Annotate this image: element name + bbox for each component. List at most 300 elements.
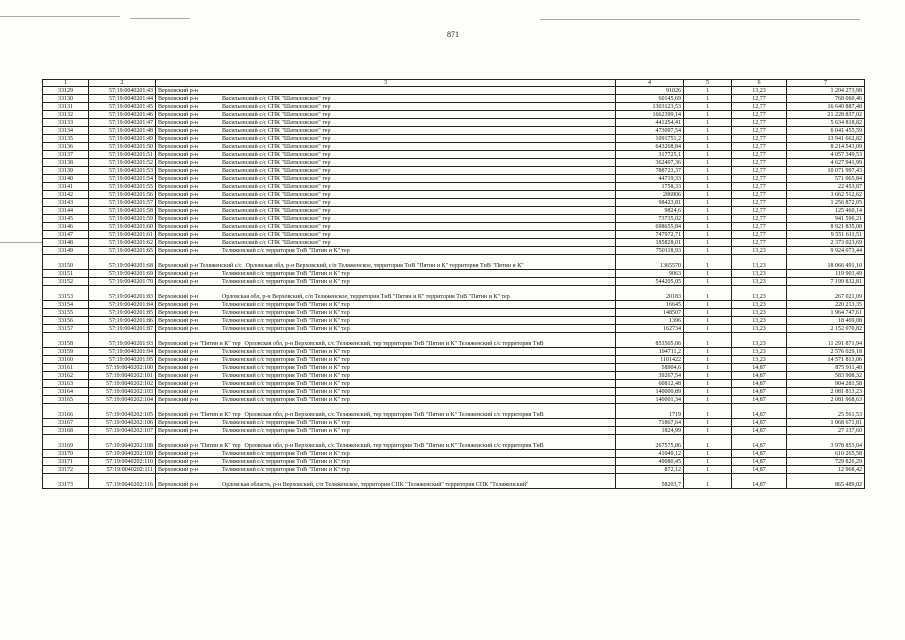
address-cell (156, 356, 616, 364)
rate-value: 14,87 (732, 427, 787, 435)
coefficient-value: 1 (684, 325, 732, 333)
column-header: 2 (89, 80, 156, 87)
coefficient-value: 1 (684, 270, 732, 278)
table-row (43, 458, 865, 466)
address-cell (156, 239, 616, 247)
table-row (43, 247, 865, 255)
area-value: 41040,12 (616, 450, 684, 458)
address-cell (156, 309, 616, 317)
district-label: Верховский р-н (158, 136, 198, 142)
area-value: 286806 (616, 191, 684, 199)
address-cell (156, 325, 616, 333)
row-number: 33163 (43, 380, 89, 388)
row-number: 33136 (43, 143, 89, 151)
cadastral-number: 57:19:0040201:84 (89, 301, 156, 309)
address-detail: Васильевский с/с СПК "Шатиловское" тер (222, 232, 331, 238)
table-row (43, 333, 865, 348)
cadastral-number: 57:19:0040201:56 (89, 191, 156, 199)
cadastral-number: 57:19:0040201:87 (89, 325, 156, 333)
cadastral-value: 125 460,14 (787, 207, 865, 215)
coefficient-value: 1 (684, 348, 732, 356)
address-detail: Васильевский с/с СПК "Шатиловское" тер (222, 224, 331, 230)
table-row (43, 119, 865, 127)
coefficient-value: 1 (684, 159, 732, 167)
area-value: 544205,05 (616, 278, 684, 286)
address-cell (156, 404, 616, 419)
cadastral-number: 57:19:0040201:43 (89, 87, 156, 95)
district-label: Верховский р-н (158, 128, 198, 134)
area-value: 60145,69 (616, 95, 684, 103)
row-number: 33141 (43, 183, 89, 191)
address-cell (156, 419, 616, 427)
table-row (43, 301, 865, 309)
district-label: Верховский р-н (158, 482, 198, 488)
row-number: 33130 (43, 95, 89, 103)
row-number: 33139 (43, 167, 89, 175)
rate-value: 14,87 (732, 364, 787, 372)
address-detail: Орловская обл, р-н Верховский, с/с Теляженский, тер территория ТнВ "Пятин и К" Теляженский с/с территория ТнВ (244, 443, 544, 449)
cadastral-value: 571 065,84 (787, 175, 865, 183)
address-cell (156, 435, 616, 450)
area-value: 362407,36 (616, 159, 684, 167)
district-label: Верховский р-н (158, 88, 198, 94)
address-cell (156, 183, 616, 191)
address-cell (156, 317, 616, 325)
cadastral-number: 57:19:0040202:110 (89, 458, 156, 466)
address-cell (156, 301, 616, 309)
table-row (43, 143, 865, 151)
area-value: 162734 (616, 325, 684, 333)
row-number: 33173 (43, 474, 89, 489)
table-row (43, 231, 865, 239)
address-cell (156, 458, 616, 466)
coefficient-value: 1 (684, 199, 732, 207)
district-label: Верховский р-н (158, 112, 198, 118)
cadastral-value: 9 551 611,51 (787, 231, 865, 239)
address-detail: Орловская обл, р-н Верховский, с/с Теляженский, тер территория ТнВ "Пятин и К" Теляженский с/с территория ТнВ (244, 412, 544, 418)
cadastral-number: 57:19:0040201:45 (89, 103, 156, 111)
cadastral-number: 57:19:0040201:93 (89, 333, 156, 348)
cadastral-number: 57:19:0040201:65 (89, 247, 156, 255)
row-number: 33159 (43, 348, 89, 356)
cadastral-value: 14 571 813,06 (787, 356, 865, 364)
rate-value: 14,87 (732, 404, 787, 419)
cadastral-number: 57:19:0040202:109 (89, 450, 156, 458)
district-label: Верховский р-н (158, 120, 198, 126)
coefficient-value: 1 (684, 333, 732, 348)
row-number: 33172 (43, 466, 89, 474)
address-cell (156, 348, 616, 356)
table-row (43, 317, 865, 325)
district-label: Верховский р-н (158, 200, 198, 206)
row-number: 33143 (43, 199, 89, 207)
cadastral-value: 4 627 941,99 (787, 159, 865, 167)
district-label: Верховский р-н (158, 451, 198, 457)
row-number: 33166 (43, 404, 89, 419)
row-number: 33167 (43, 419, 89, 427)
rate-value: 12,77 (732, 199, 787, 207)
coefficient-value: 1 (684, 207, 732, 215)
cadastral-value: 941 596,21 (787, 215, 865, 223)
area-value: 49080,45 (616, 458, 684, 466)
area-value: 441254,41 (616, 119, 684, 127)
coefficient-value: 1 (684, 175, 732, 183)
district-label: Верховский р-н (158, 294, 198, 300)
row-number: 33158 (43, 333, 89, 348)
district-label: Верховский р-н (158, 373, 198, 379)
rate-value: 14,87 (732, 380, 787, 388)
rate-value: 12,77 (732, 239, 787, 247)
cadastral-value: 18 469,08 (787, 317, 865, 325)
table-row (43, 474, 865, 489)
address-cell (156, 223, 616, 231)
coefficient-value: 1 (684, 111, 732, 119)
area-value: 60812,48 (616, 380, 684, 388)
cadastral-number: 57:19:0040201:44 (89, 95, 156, 103)
cadastral-number: 57:19:0040201:95 (89, 356, 156, 364)
table-row (43, 286, 865, 301)
cadastral-number: 57:19:0040202:106 (89, 419, 156, 427)
area-value: 39267,54 (616, 372, 684, 380)
district-label: Верховский р-н (158, 428, 198, 434)
cadastral-value: 267 021,09 (787, 286, 865, 301)
rate-value: 12,77 (732, 183, 787, 191)
address-detail: Теляженский с/с территория ТнВ "Пятин и К" тер (222, 381, 350, 387)
table-row (43, 270, 865, 278)
area-value: 91026 (616, 87, 684, 95)
rate-value: 12,77 (732, 143, 787, 151)
rate-value: 12,77 (732, 191, 787, 199)
table-row (43, 396, 865, 404)
cadastral-number: 57:19:0040201:48 (89, 127, 156, 135)
coefficient-value: 1 (684, 223, 732, 231)
cadastral-number: 57:19:0040202:104 (89, 396, 156, 404)
address-cell (156, 372, 616, 380)
cadastral-value: 2 152 970,82 (787, 325, 865, 333)
address-cell (156, 278, 616, 286)
rate-value: 14,87 (732, 419, 787, 427)
coefficient-value: 1 (684, 450, 732, 458)
rate-value: 13,23 (732, 87, 787, 95)
coefficient-value: 1 (684, 309, 732, 317)
column-header: 5 (684, 80, 732, 87)
address-cell (156, 450, 616, 458)
address-cell (156, 199, 616, 207)
area-value: 473097,54 (616, 127, 684, 135)
table-row (43, 239, 865, 247)
cadastral-value: 768 060,46 (787, 95, 865, 103)
coefficient-value: 1 (684, 247, 732, 255)
scan-artifact-line (0, 16, 120, 17)
cadastral-number: 57:19:0040202:102 (89, 380, 156, 388)
cadastral-value: 11 291 871,94 (787, 333, 865, 348)
rate-value: 14,87 (732, 372, 787, 380)
area-value: 1365570 (616, 255, 684, 270)
cadastral-value: 2 373 023,69 (787, 239, 865, 247)
table-row (43, 183, 865, 191)
table-row (43, 356, 865, 364)
table-row (43, 309, 865, 317)
rate-value: 13,23 (732, 301, 787, 309)
cadastral-number: 57:19:0040202:107 (89, 427, 156, 435)
district-label: Верховский р-н (158, 326, 198, 332)
coefficient-value: 1 (684, 119, 732, 127)
row-number: 33131 (43, 103, 89, 111)
district-label: Верховский р-н (158, 152, 198, 158)
address-cell (156, 255, 616, 270)
area-value: 58203,7 (616, 474, 684, 489)
row-number: 33151 (43, 270, 89, 278)
table-row (43, 135, 865, 143)
address-detail: Васильевский с/с СПК "Шатиловское" тер (222, 144, 331, 150)
row-number: 33161 (43, 364, 89, 372)
address-detail: Теляженский с/с территория ТнВ "Пятин и К" тер (222, 271, 350, 277)
cadastral-number: 57:19:0040201:53 (89, 167, 156, 175)
table-row (43, 167, 865, 175)
row-number: 33155 (43, 309, 89, 317)
coefficient-value: 1 (684, 191, 732, 199)
area-value: 140001,34 (616, 396, 684, 404)
cadastral-number: 57:19:0040201:61 (89, 231, 156, 239)
cadastral-number: 57:19:0040201:60 (89, 223, 156, 231)
coefficient-value: 1 (684, 388, 732, 396)
cadastral-number: 57:19:0040202:100 (89, 364, 156, 372)
cadastral-number: 57:19:0040201:55 (89, 183, 156, 191)
area-value: 1719 (616, 404, 684, 419)
coefficient-value: 1 (684, 364, 732, 372)
area-value: 317725,1 (616, 151, 684, 159)
table-row (43, 215, 865, 223)
row-number: 33134 (43, 127, 89, 135)
district-label: Верховский р-н (158, 467, 198, 473)
cadastral-value: 1 964 747,61 (787, 309, 865, 317)
coefficient-value: 1 (684, 380, 732, 388)
row-number: 33169 (43, 435, 89, 450)
rate-value: 12,77 (732, 127, 787, 135)
table-row (43, 207, 865, 215)
row-number: 33149 (43, 247, 89, 255)
page-number: 871 (447, 30, 459, 39)
address-detail: Теляженский с/с территория ТнВ "Пятин и К" тер (222, 279, 350, 285)
area-value: 872,12 (616, 466, 684, 474)
cadastral-value: 729 826,29 (787, 458, 865, 466)
address-cell (156, 466, 616, 474)
rate-value: 12,77 (732, 159, 787, 167)
cadastral-number: 57:19:0040201:59 (89, 215, 156, 223)
district-label: Верховский р-н "Пятин и К" тер (158, 412, 241, 418)
cadastral-value: 2 081 813,23 (787, 388, 865, 396)
cadastral-number: 57:19:0040201:52 (89, 159, 156, 167)
address-cell (156, 119, 616, 127)
address-detail: Теляженский с/с территория ТнВ "Пятин и К" тер (222, 365, 350, 371)
coefficient-value: 1 (684, 87, 732, 95)
address-detail: Васильевский с/с СПК "Шатиловское" тер (222, 200, 331, 206)
rate-value: 12,77 (732, 215, 787, 223)
cadastral-value: 8 921 835,08 (787, 223, 865, 231)
coefficient-value: 1 (684, 458, 732, 466)
area-value: 750118,93 (616, 247, 684, 255)
cadastral-value: 27 137,60 (787, 427, 865, 435)
cadastral-number: 57:19:0040202:103 (89, 388, 156, 396)
coefficient-value: 1 (684, 466, 732, 474)
row-number: 33129 (43, 87, 89, 95)
area-value: 148507 (616, 309, 684, 317)
table-row (43, 255, 865, 270)
scan-artifact-line (130, 18, 190, 19)
address-detail: Васильевский с/с СПК "Шатиловское" тер (222, 152, 331, 158)
table-row (43, 388, 865, 396)
table-row (43, 199, 865, 207)
address-detail: Теляженский с/с территория ТнВ "Пятин и К" тер (222, 310, 350, 316)
cadastral-number: 57:19:0040201:51 (89, 151, 156, 159)
address-detail: Теляженский с/с территория ТнВ "Пятин и К" тер (222, 373, 350, 379)
address-cell (156, 380, 616, 388)
cadastral-value: 18 066 491,10 (787, 255, 865, 270)
coefficient-value: 1 (684, 167, 732, 175)
cadastral-value: 875 911,40 (787, 364, 865, 372)
rate-value: 13,23 (732, 278, 787, 286)
table-row (43, 404, 865, 419)
row-number: 33145 (43, 215, 89, 223)
address-cell (156, 388, 616, 396)
address-cell (156, 87, 616, 95)
address-detail: Васильевский с/с СПК "Шатиловское" тер (222, 112, 331, 118)
rate-value: 14,87 (732, 435, 787, 450)
district-label: Верховский р-н (158, 397, 198, 403)
district-label: Верховский р-н "Пятин и К" тер (158, 443, 241, 449)
district-label: Верховский р-н (158, 216, 198, 222)
address-cell (156, 231, 616, 239)
coefficient-value: 1 (684, 356, 732, 364)
coefficient-value: 1 (684, 215, 732, 223)
address-detail: Васильевский с/с СПК "Шатиловское" тер (222, 136, 331, 142)
address-cell (156, 151, 616, 159)
address-detail: Васильевский с/с СПК "Шатиловское" тер (222, 216, 331, 222)
cadastral-value: 16 640 887,48 (787, 103, 865, 111)
row-number: 33140 (43, 175, 89, 183)
coefficient-value: 1 (684, 231, 732, 239)
row-number: 33147 (43, 231, 89, 239)
row-number: 33152 (43, 278, 89, 286)
table-row (43, 95, 865, 103)
coefficient-value: 1 (684, 286, 732, 301)
coefficient-value: 1 (684, 103, 732, 111)
cadastral-number: 57:19:0040202:105 (89, 404, 156, 419)
address-detail: Васильевский с/с СПК "Шатиловское" тер (222, 184, 331, 190)
rate-value: 12,77 (732, 231, 787, 239)
row-number: 33154 (43, 301, 89, 309)
cadastral-value: 3 662 512,62 (787, 191, 865, 199)
cadastral-value: 8 214 543,09 (787, 143, 865, 151)
cadastral-value: 1 068 671,81 (787, 419, 865, 427)
cadastral-number: 57:19:0040202:101 (89, 372, 156, 380)
row-number: 33164 (43, 388, 89, 396)
coefficient-value: 1 (684, 435, 732, 450)
area-value: 643268,84 (616, 143, 684, 151)
row-number: 33156 (43, 317, 89, 325)
cadastral-number: 57:19:0040201:70 (89, 278, 156, 286)
coefficient-value: 1 (684, 474, 732, 489)
rate-value: 12,77 (732, 95, 787, 103)
cadastral-number: 57:19:0040201:86 (89, 317, 156, 325)
row-number: 33162 (43, 372, 89, 380)
cadastral-number: 57:19:0040201:58 (89, 207, 156, 215)
cadastral-number: 57:19:0040202:111 (89, 466, 156, 474)
address-detail: Васильевский с/с СПК "Шатиловское" тер (222, 192, 331, 198)
district-label: Верховский р-н (158, 302, 198, 308)
district-label: Верховский р-н (158, 349, 198, 355)
cadastral-number: 57:19:0040201:50 (89, 143, 156, 151)
address-detail: Васильевский с/с СПК "Шатиловское" тер (222, 208, 331, 214)
rate-value: 14,87 (732, 388, 787, 396)
table-row (43, 127, 865, 135)
coefficient-value: 1 (684, 127, 732, 135)
address-cell (156, 364, 616, 372)
rate-value: 14,87 (732, 466, 787, 474)
coefficient-value: 1 (684, 419, 732, 427)
table-row (43, 435, 865, 450)
address-detail: Васильевский с/с СПК "Шатиловское" тер (222, 96, 331, 102)
column-header: 6 (732, 80, 787, 87)
district-label: Верховский р-н (158, 271, 198, 277)
land-plot-table (42, 79, 865, 489)
district-label: Верховский р-н (158, 459, 198, 465)
address-cell (156, 95, 616, 103)
address-detail: Теляженский с/с территория ТнВ "Пятин и К" тер (222, 357, 350, 363)
rate-value: 12,77 (732, 175, 787, 183)
address-detail: Теляженский с/с территория ТнВ "Пятин и К" тер (222, 397, 350, 403)
row-number: 33132 (43, 111, 89, 119)
address-cell (156, 167, 616, 175)
rate-value: 13,23 (732, 333, 787, 348)
area-value: 853505,06 (616, 333, 684, 348)
table-row (43, 348, 865, 356)
district-label: Верховский р-н (158, 168, 198, 174)
rate-value: 14,87 (732, 474, 787, 489)
rate-value: 13,23 (732, 255, 787, 270)
address-detail: Васильевский с/с СПК "Шатиловское" тер (222, 176, 331, 182)
coefficient-value: 1 (684, 183, 732, 191)
coefficient-value: 1 (684, 135, 732, 143)
address-cell (156, 427, 616, 435)
coefficient-value: 1 (684, 95, 732, 103)
cadastral-value: 220 213,35 (787, 301, 865, 309)
address-detail: Теляженский с/с территория ТнВ "Пятин и К" тер (222, 318, 350, 324)
rate-value: 14,87 (732, 458, 787, 466)
cadastral-number: 57:19:0040201:62 (89, 239, 156, 247)
address-cell (156, 474, 616, 489)
cadastral-value: 13 941 662,82 (787, 135, 865, 143)
area-value: 194711,2 (616, 348, 684, 356)
rate-value: 12,77 (732, 207, 787, 215)
coefficient-value: 1 (684, 151, 732, 159)
district-label: Верховский р-н (158, 176, 198, 182)
district-label: Верховский р-н (158, 365, 198, 371)
address-cell (156, 143, 616, 151)
table-row (43, 427, 865, 435)
rate-value: 13,23 (732, 309, 787, 317)
rate-value: 14,87 (732, 450, 787, 458)
row-number: 33168 (43, 427, 89, 435)
rate-value: 14,87 (732, 396, 787, 404)
rate-value: 12,77 (732, 151, 787, 159)
district-label: Верховский р-н (158, 279, 198, 285)
district-label: Верховский р-н (158, 104, 198, 110)
address-cell (156, 247, 616, 255)
cadastral-number: 57:19:0040201:54 (89, 175, 156, 183)
rate-value: 12,77 (732, 119, 787, 127)
area-value: 140000,89 (616, 388, 684, 396)
